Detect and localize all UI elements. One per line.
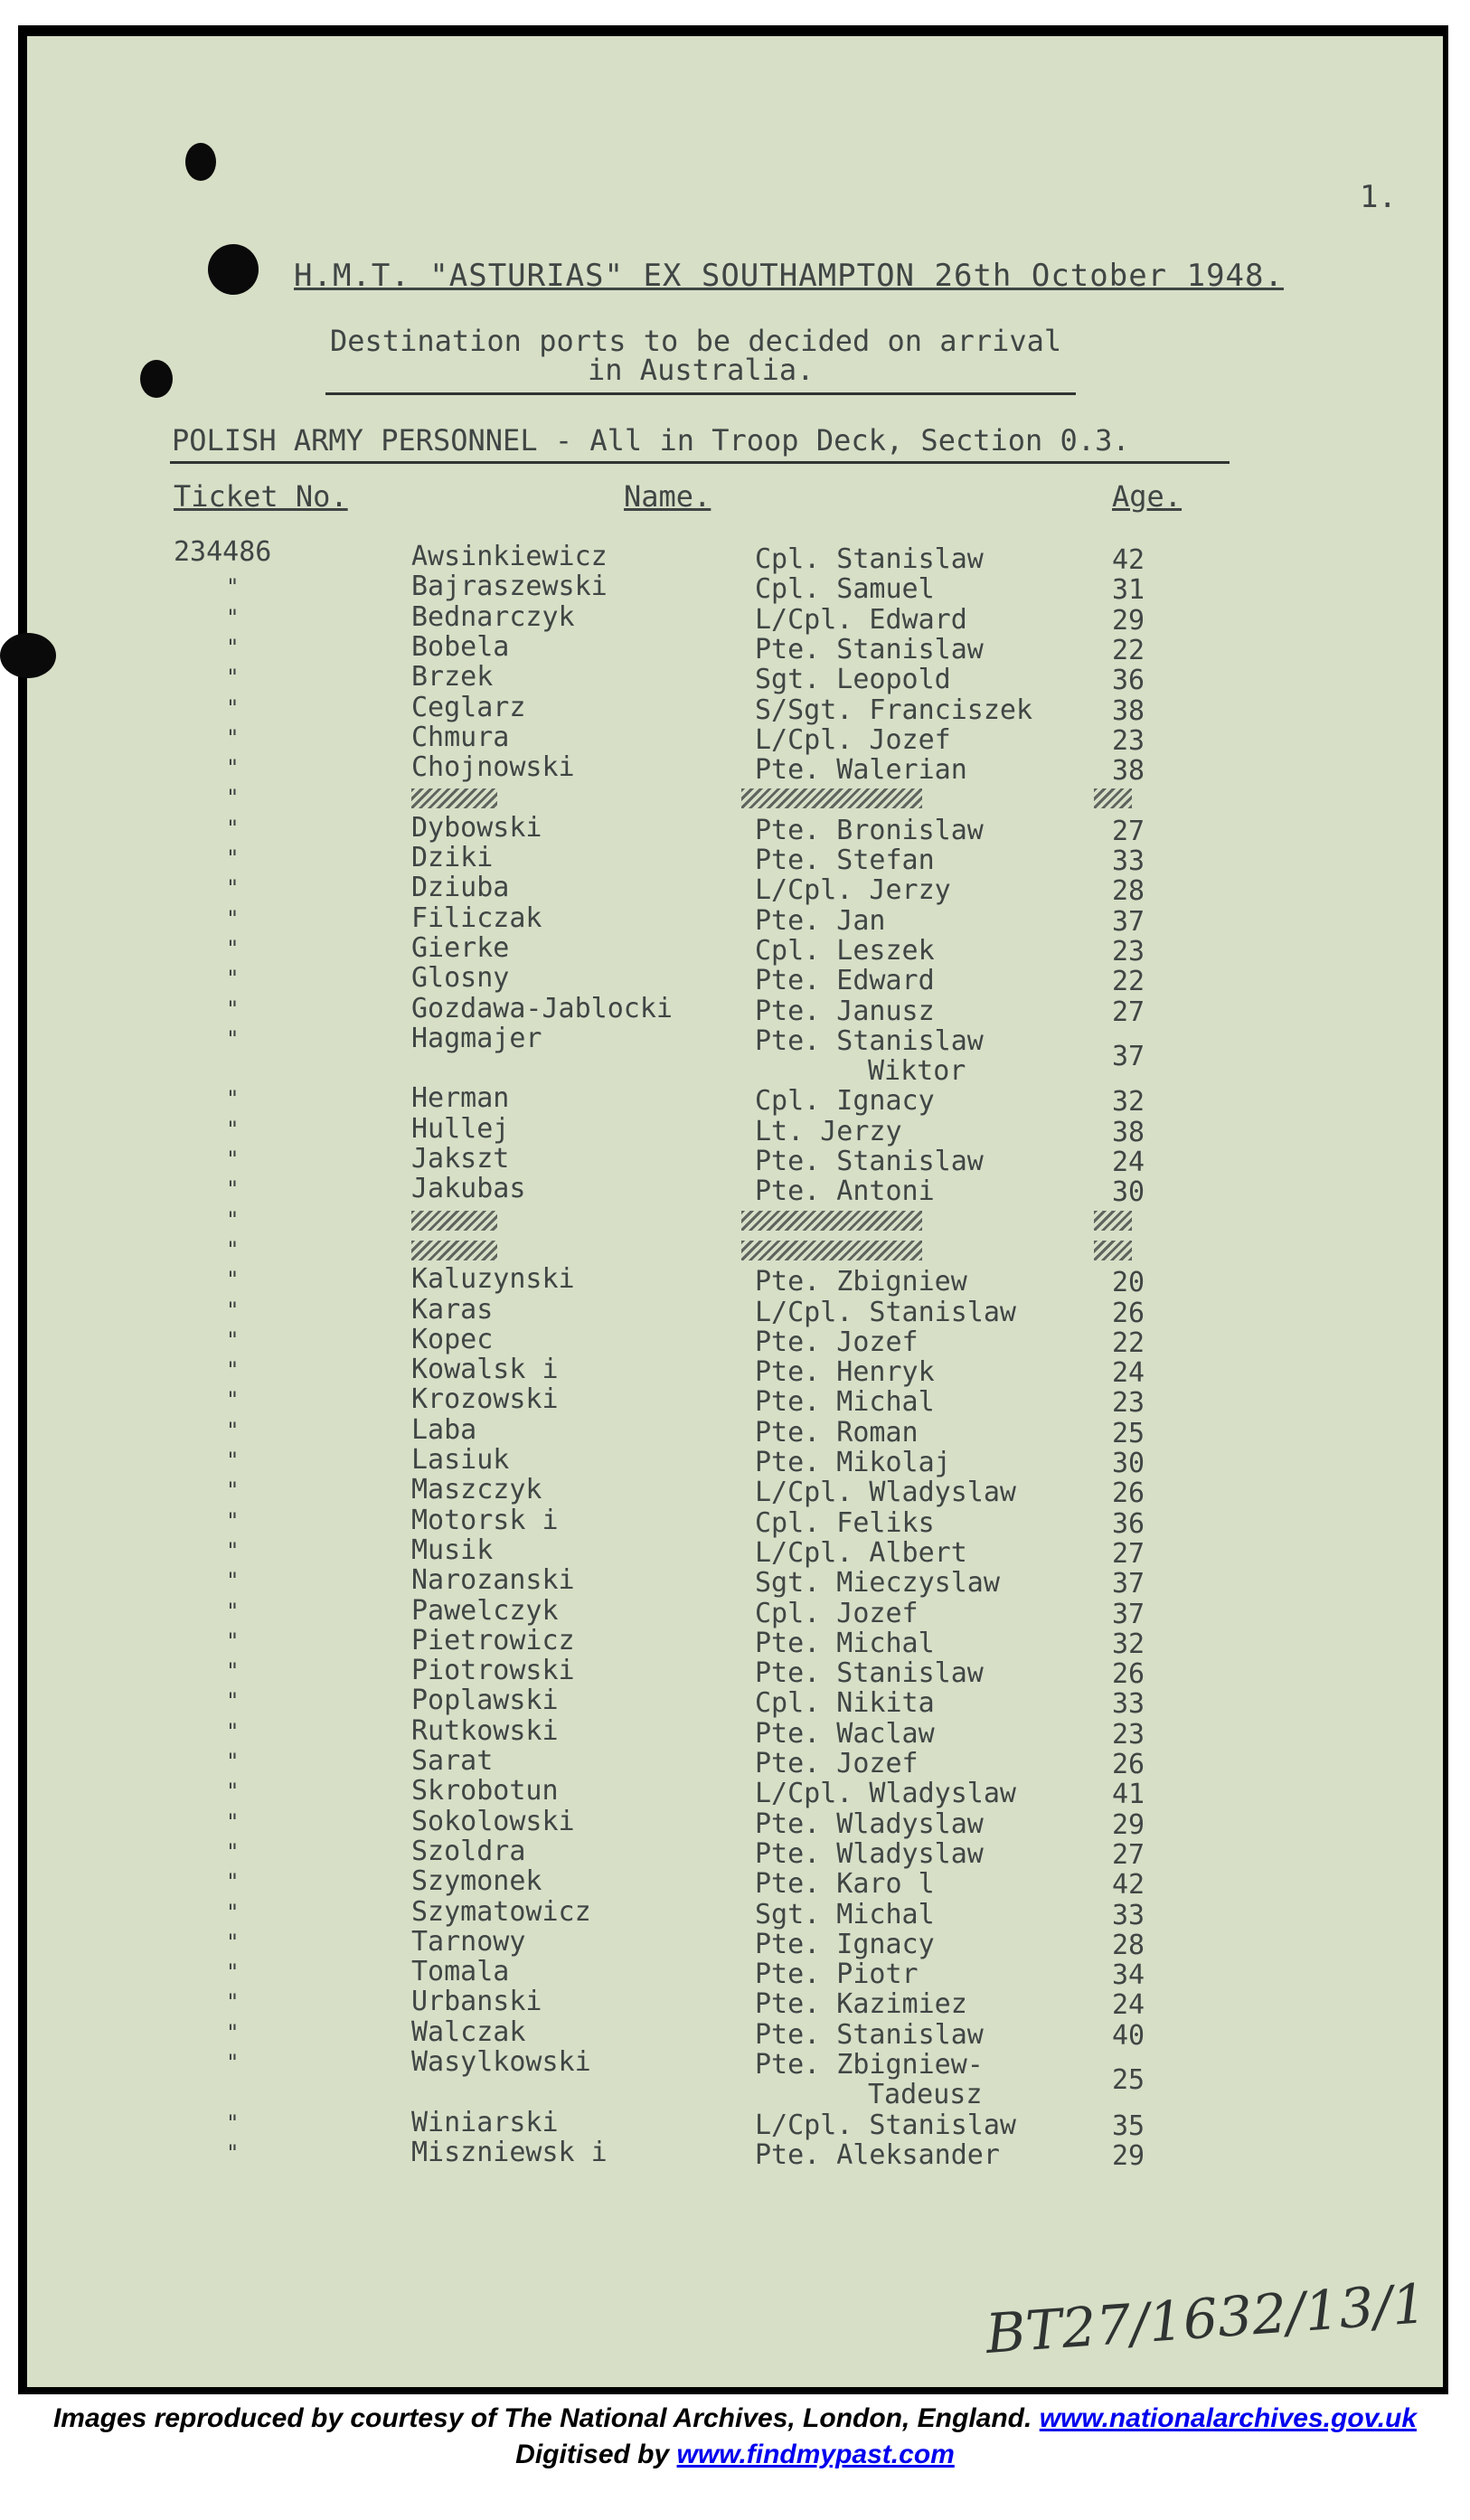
- surname: Szoldra: [411, 1835, 526, 1867]
- surname: Piotrowski: [411, 1655, 575, 1687]
- surname: Dziuba: [411, 872, 510, 904]
- ditto-mark: ": [226, 1688, 240, 1714]
- age: 36: [1112, 1507, 1145, 1540]
- surname: Glosny: [411, 962, 510, 995]
- rank-and-given-name: Pte. Stanislaw: [755, 1024, 984, 1057]
- surname: Lasiuk: [411, 1444, 510, 1476]
- age: 26: [1112, 1658, 1145, 1691]
- ditto-mark: ": [226, 1116, 240, 1142]
- rank-and-given-name: Cpl. Ignacy: [755, 1085, 935, 1118]
- rank-and-given-name: Pte. Karo l: [755, 1868, 935, 1901]
- national-archives-link[interactable]: www.nationalarchives.gov.uk: [1039, 2403, 1418, 2433]
- ditto-mark: ": [226, 634, 240, 660]
- ditto-mark: ": [226, 1959, 240, 1986]
- age: 22: [1112, 966, 1145, 998]
- age: 41: [1112, 1779, 1145, 1811]
- column-header-name: Name.: [624, 479, 711, 514]
- punch-hole: [140, 360, 173, 398]
- rank-and-given-name: Pte. Aleksander: [755, 2138, 1000, 2171]
- credit-line-2: [0, 2440, 1470, 2470]
- ditto-mark: ": [226, 1357, 240, 1383]
- age: 38: [1112, 1116, 1145, 1148]
- punch-hole: [185, 143, 216, 181]
- surname: Filiczak: [411, 901, 542, 934]
- ditto-mark: ": [226, 1537, 240, 1563]
- document-header: H.M.T. "ASTURIAS" EX SOUTHAMPTON 26th October 1948.: [294, 258, 1284, 294]
- ditto-mark: ": [226, 1326, 240, 1353]
- rank-and-given-name: Pte. Kazimiez: [755, 1988, 967, 2021]
- age: 23: [1112, 1718, 1145, 1751]
- age: 26: [1112, 1477, 1145, 1510]
- ditto-mark: ": [226, 1598, 240, 1624]
- age: 32: [1112, 1086, 1145, 1118]
- page-number: 1.: [1360, 179, 1397, 215]
- section-rule: [170, 461, 1230, 464]
- rank-and-given-name: Cpl. Leszek: [755, 934, 935, 967]
- ditto-mark: ": [226, 1176, 240, 1203]
- surname: Maszczyk: [411, 1474, 542, 1506]
- surname: Sarat: [411, 1745, 494, 1777]
- surname: Dybowski: [411, 811, 542, 844]
- age: 28: [1112, 875, 1145, 908]
- surname: Kowalsk i: [411, 1354, 559, 1386]
- rank-and-given-name: Sgt. Michal: [755, 1898, 935, 1930]
- age: 30: [1112, 1448, 1145, 1479]
- rank-and-given-name: L/Cpl. Wladyslaw: [755, 1778, 1016, 1810]
- rank-and-given-name: Sgt. Mieczyslaw: [755, 1567, 1000, 1600]
- struck-out-entry: [741, 788, 922, 808]
- age: 27: [1112, 1537, 1145, 1570]
- surname: Gozdawa-Jablocki: [411, 992, 673, 1024]
- age: 23: [1112, 724, 1145, 757]
- credit-text-digitised: Digitised by: [515, 2440, 670, 2469]
- age: 37: [1112, 905, 1145, 938]
- ditto-mark: ": [226, 1838, 240, 1864]
- rank-and-given-name: L/Cpl. Jerzy: [755, 874, 951, 907]
- column-header-age: Age.: [1112, 479, 1183, 514]
- surname: Walczak: [411, 2015, 526, 2048]
- surname: Poplawski: [411, 1685, 559, 1717]
- rank-and-given-name: Cpl. Samuel: [755, 573, 935, 606]
- age: 37: [1112, 1040, 1145, 1072]
- rank-and-given-name: Pte. Michal: [755, 1627, 935, 1659]
- surname: Hullej: [411, 1112, 510, 1145]
- surname: Rutkowski: [411, 1714, 559, 1747]
- ditto-mark: ": [226, 1779, 240, 1805]
- rank-and-given-name: Pte. Bronislaw: [755, 814, 984, 846]
- ditto-mark: ": [226, 815, 240, 841]
- ditto-mark: ": [226, 1448, 240, 1473]
- ditto-mark: ": [226, 755, 240, 781]
- column-header-ticket: Ticket No.: [174, 479, 348, 514]
- surname: Sokolowski: [411, 1805, 575, 1837]
- ditto-mark: ": [226, 966, 240, 992]
- age: 29: [1112, 1808, 1145, 1841]
- rank-and-given-name: Pte. Henryk: [755, 1356, 935, 1389]
- rank-and-given-name: Pte. Jan: [755, 904, 886, 937]
- age: 29: [1112, 604, 1145, 637]
- destination-rule: [325, 392, 1076, 395]
- age: 20: [1112, 1267, 1145, 1299]
- rank-and-given-name: Cpl. Jozef: [755, 1597, 919, 1629]
- ditto-mark: ": [226, 665, 240, 691]
- age: 42: [1112, 1869, 1145, 1902]
- age: 24: [1112, 1989, 1145, 2022]
- ditto-mark: ": [226, 905, 240, 931]
- surname: Pawelczyk: [411, 1594, 559, 1627]
- credit-line-1: [0, 2403, 1470, 2434]
- age: 24: [1112, 1357, 1145, 1390]
- surname: Kopec: [411, 1323, 494, 1355]
- rank-and-given-name: Lt. Jerzy: [755, 1115, 902, 1147]
- age: 27: [1112, 996, 1145, 1028]
- rank-and-given-name: Cpl. Nikita: [755, 1687, 935, 1720]
- first-ticket-number: 234486: [174, 536, 272, 568]
- surname: Chojnowski: [411, 751, 575, 784]
- rank-and-given-name: L/Cpl. Jozef: [755, 723, 951, 756]
- surname: Bajraszewski: [411, 571, 608, 603]
- rank-and-given-name: Pte. Janusz: [755, 995, 935, 1027]
- surname: Tomala: [411, 1956, 510, 1988]
- ditto-mark: ": [226, 2050, 240, 2075]
- punch-hole: [208, 244, 259, 295]
- rank-and-given-name: L/Cpl. Stanislaw: [755, 1296, 1016, 1328]
- surname: Bobela: [411, 630, 510, 663]
- ditto-mark: ": [226, 1658, 240, 1685]
- surname: Bednarczyk: [411, 600, 575, 633]
- surname: Pietrowicz: [411, 1624, 575, 1656]
- rank-and-given-name: Pte. Ignacy: [755, 1928, 935, 1960]
- ditto-mark: ": [226, 996, 240, 1022]
- rank-and-given-name: Pte. Wladyslaw: [755, 1837, 984, 1870]
- ditto-mark: ": [226, 1808, 240, 1835]
- surname: Jakszt: [411, 1143, 510, 1175]
- age: 26: [1112, 1749, 1145, 1780]
- surname: Karas: [411, 1293, 494, 1326]
- surname: Krozowski: [411, 1383, 559, 1416]
- ditto-mark: ": [226, 1899, 240, 1925]
- age: 22: [1112, 1326, 1145, 1359]
- ditto-mark: ": [226, 2019, 240, 2045]
- age: 23: [1112, 1387, 1145, 1420]
- rank-and-given-name: Cpl. Feliks: [755, 1506, 935, 1539]
- age: 27: [1112, 1838, 1145, 1871]
- surname: Kaluzynski: [411, 1263, 575, 1296]
- rank-and-given-name: L/Cpl. Wladyslaw: [755, 1477, 1016, 1509]
- rank-and-given-name: L/Cpl. Albert: [755, 1536, 967, 1569]
- age: 37: [1112, 1568, 1145, 1600]
- rank-and-given-name: Pte. Walerian: [755, 754, 967, 787]
- age: 32: [1112, 1628, 1145, 1660]
- ditto-mark: ": [226, 1206, 240, 1232]
- age: 33: [1112, 845, 1145, 877]
- ditto-mark: ": [226, 1025, 240, 1052]
- struck-out-entry: [1094, 788, 1132, 808]
- surname: Skrobotun: [411, 1775, 559, 1807]
- rank-and-given-name: Pte. Stanislaw: [755, 1146, 984, 1177]
- rank-and-given-name: Pte. Piotr: [755, 1958, 919, 1991]
- credit-text: Images reproduced by courtesy of The National Archives, London, England.: [52, 2403, 1032, 2433]
- rank-and-given-name: Pte. Roman: [755, 1416, 919, 1449]
- rank-and-given-name: Pte. Waclaw: [755, 1717, 935, 1750]
- age: 28: [1112, 1929, 1145, 1961]
- surname: Miszniewsk i: [411, 2136, 608, 2168]
- ditto-mark: ": [226, 604, 240, 630]
- surname: Jakubas: [411, 1173, 526, 1205]
- ditto-mark: ": [226, 1869, 240, 1895]
- ditto-mark: ": [226, 1989, 240, 2015]
- surname: Hagmajer: [411, 1022, 542, 1054]
- rank-and-given-name: Pte. Jozef: [755, 1326, 919, 1358]
- ditto-mark: ": [226, 1628, 240, 1654]
- ditto-mark: ": [226, 1236, 240, 1262]
- ditto-mark: ": [226, 1568, 240, 1594]
- rank-and-given-name: Pte. Stefan: [755, 845, 935, 876]
- surname: Motorsk i: [411, 1504, 559, 1536]
- rank-and-given-name: Sgt. Leopold: [755, 664, 951, 696]
- age: 33: [1112, 1688, 1145, 1721]
- rank-and-given-name: Pte. Edward: [755, 965, 935, 997]
- age: 37: [1112, 1598, 1145, 1630]
- surname: Dziki: [411, 842, 494, 873]
- rank-and-given-name: Pte. Michal: [755, 1386, 935, 1419]
- surname: Winiarski: [411, 2106, 559, 2138]
- age: 25: [1112, 1417, 1145, 1449]
- ditto-mark: ": [226, 1267, 240, 1293]
- ditto-mark: ": [226, 785, 240, 811]
- destination-line-1: Destination ports to be decided on arrival: [330, 324, 1062, 358]
- age: 35: [1112, 2109, 1145, 2142]
- ditto-mark: ": [226, 1507, 240, 1534]
- rank-and-given-name: Pte. Stanislaw: [755, 1657, 984, 1690]
- surname: Brzek: [411, 661, 494, 694]
- ditto-mark: ": [226, 1086, 240, 1112]
- age: 23: [1112, 935, 1145, 967]
- struck-out-entry: [741, 1211, 922, 1231]
- age: 25: [1112, 2064, 1145, 2096]
- given-name-continued: Wiktor: [868, 1054, 966, 1087]
- surname: Szymonek: [411, 1865, 542, 1898]
- ditto-mark: ": [226, 875, 240, 901]
- age: 24: [1112, 1147, 1145, 1178]
- age: 22: [1112, 634, 1145, 666]
- struck-out-entry: [1094, 1241, 1132, 1260]
- age: 36: [1112, 665, 1145, 697]
- rank-and-given-name: Cpl. Stanislaw: [755, 543, 984, 575]
- age: 38: [1112, 755, 1145, 788]
- rank-and-given-name: Pte. Mikolaj: [755, 1447, 951, 1478]
- surname: Musik: [411, 1534, 494, 1566]
- struck-out-entry: [411, 788, 497, 808]
- ditto-mark: ": [226, 1387, 240, 1413]
- ditto-mark: ": [226, 2109, 240, 2136]
- rank-and-given-name: Pte. Zbigniew: [755, 1266, 967, 1298]
- struck-out-entry: [411, 1241, 497, 1260]
- rank-and-given-name: L/Cpl. Edward: [755, 603, 967, 636]
- rank-and-given-name: L/Cpl. Stanislaw: [755, 2109, 1016, 2141]
- ditto-mark: ": [226, 1477, 240, 1504]
- ditto-mark: ": [226, 724, 240, 750]
- age: 33: [1112, 1899, 1145, 1931]
- age: 29: [1112, 2139, 1145, 2172]
- destination-line-2: in Australia.: [588, 353, 815, 387]
- age: 27: [1112, 815, 1145, 847]
- rank-and-given-name: S/Sgt. Franciszek: [755, 694, 1033, 726]
- ditto-mark: ": [226, 935, 240, 961]
- age: 40: [1112, 2019, 1145, 2052]
- surname: Narozanski: [411, 1564, 575, 1597]
- ditto-mark: ": [226, 1297, 240, 1323]
- surname: Gierke: [411, 931, 510, 964]
- surname: Laba: [411, 1413, 477, 1446]
- ditto-mark: ": [226, 1749, 240, 1774]
- rank-and-given-name: Pte. Jozef: [755, 1748, 919, 1779]
- surname: Urbanski: [411, 1986, 542, 2018]
- surname: Awsinkiewicz: [411, 541, 608, 572]
- rank-and-given-name: Pte. Wladyslaw: [755, 1807, 984, 1840]
- surname: Wasylkowski: [411, 2046, 591, 2078]
- section-heading: POLISH ARMY PERSONNEL - All in Troop Deck, Section 0.3.: [172, 423, 1130, 458]
- rank-and-given-name: Pte. Antoni: [755, 1175, 935, 1208]
- struck-out-entry: [741, 1241, 922, 1260]
- age: 30: [1112, 1176, 1145, 1209]
- ditto-mark: ": [226, 845, 240, 871]
- archive-reference: BT27/1632/13/1: [984, 2272, 1429, 2366]
- age: 38: [1112, 694, 1145, 727]
- ditto-mark: ": [226, 1718, 240, 1744]
- struck-out-entry: [1094, 1211, 1132, 1231]
- ditto-mark: ": [226, 2139, 240, 2166]
- rank-and-given-name: Pte. Zbigniew-: [755, 2049, 984, 2081]
- ditto-mark: ": [226, 1147, 240, 1172]
- surname: Tarnowy: [411, 1925, 526, 1958]
- ditto-mark: ": [226, 1417, 240, 1443]
- document-page: [27, 36, 1443, 2387]
- age: 31: [1112, 574, 1145, 607]
- surname: Herman: [411, 1082, 510, 1115]
- rank-and-given-name: Pte. Stanislaw: [755, 633, 984, 665]
- surname: Chmura: [411, 721, 510, 753]
- findmypast-link[interactable]: www.findmypast.com: [676, 2440, 955, 2469]
- surname: Szymatowicz: [411, 1895, 591, 1928]
- age: 26: [1112, 1297, 1145, 1329]
- struck-out-entry: [411, 1211, 497, 1231]
- age: 34: [1112, 1959, 1145, 1992]
- age: 42: [1112, 544, 1145, 576]
- ditto-mark: ": [226, 694, 240, 721]
- rank-and-given-name: Pte. Stanislaw: [755, 2018, 984, 2051]
- surname: Ceglarz: [411, 691, 526, 723]
- punch-hole: [0, 633, 56, 678]
- ditto-mark: ": [226, 574, 240, 600]
- given-name-continued: Tadeusz: [868, 2079, 983, 2110]
- ditto-mark: ": [226, 1929, 240, 1955]
